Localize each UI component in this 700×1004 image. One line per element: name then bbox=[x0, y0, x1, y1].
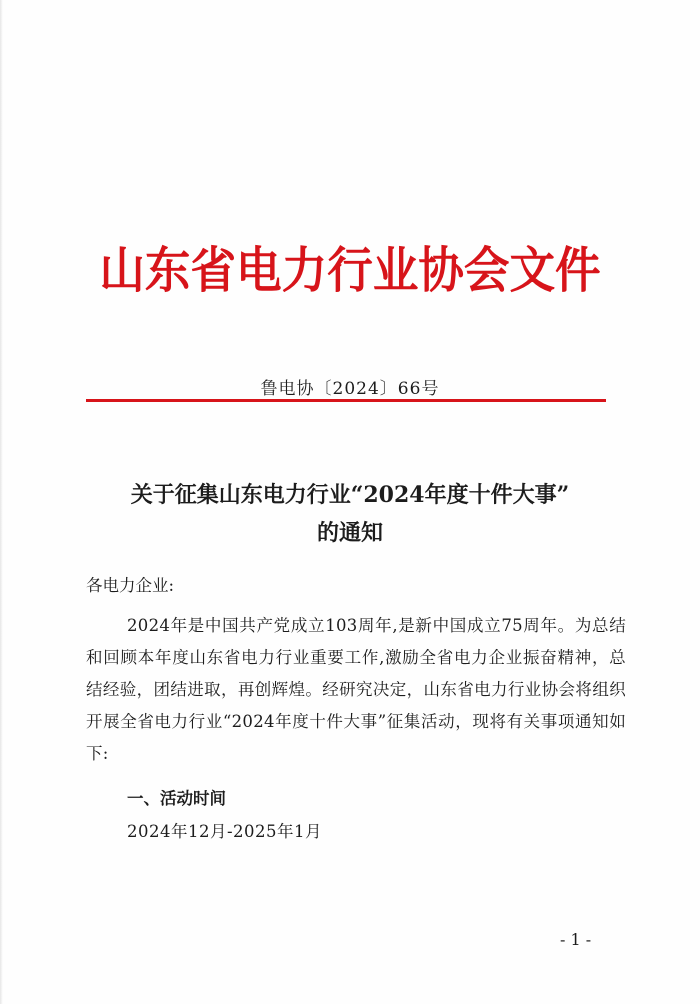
document-header-title: 山东省电力行业协会文件 bbox=[99, 241, 601, 299]
notice-title-line-1: 关于征集山东电力行业“2024年度十件大事” bbox=[130, 482, 570, 508]
notice-title-line-2: 的通知 bbox=[316, 520, 383, 546]
section-body-activity-time: 2024年12月-2025年1月 bbox=[127, 822, 323, 841]
addressee: 各电力企业: bbox=[86, 576, 175, 595]
header-divider-line bbox=[86, 399, 606, 402]
notice-title bbox=[0, 476, 700, 552]
document-number: 鲁电协〔2024〕66号 bbox=[260, 379, 440, 399]
section-heading-activity-time: 一、活动时间 bbox=[127, 789, 226, 808]
intro-paragraph: 2024年是中国共产党成立103周年,是新中国成立75周年。为总结和回顾本年度山东省电力行业重要工作,激励全省电力企业振奋精神，总结经验，团结进取，再创辉煌。经研究决定，山东省电力行业协会将组织开展全省电力行业“2024年度十件大事”征集活动，现将有关事项通知如下: bbox=[86, 616, 626, 763]
page-number: - 1 - bbox=[560, 930, 592, 949]
